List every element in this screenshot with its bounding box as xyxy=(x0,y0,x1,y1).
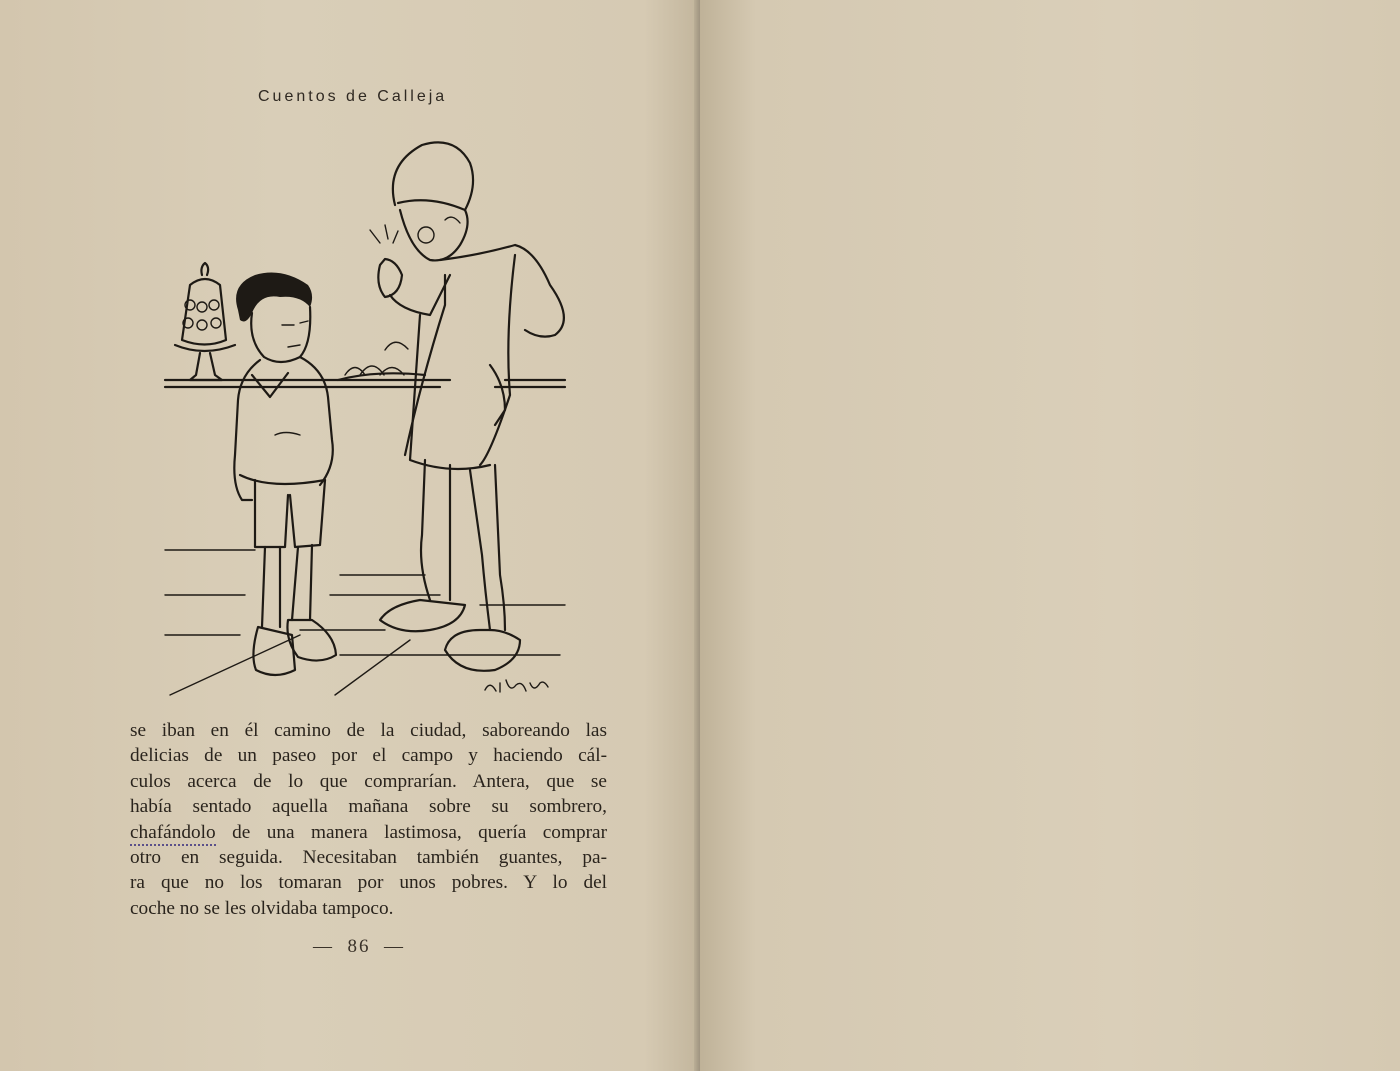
text-run: se iban en él camino de la ciudad, saboreando las xyxy=(130,720,607,741)
text-run: delicias de un paseo por el campo y haciendo cál- xyxy=(130,745,607,767)
pencil-underlined-word: chafándolo xyxy=(130,822,216,846)
illustration-boy-and-baker xyxy=(160,135,580,710)
left-running-head: Cuentos de Calleja xyxy=(258,88,448,105)
text-line xyxy=(130,769,607,794)
text-run: culos acerca de lo que comprarían. Antera, que se xyxy=(130,770,607,792)
text-run: había sentado aquella mañana sobre su sombrero, xyxy=(130,796,607,818)
text-line xyxy=(130,718,607,743)
text-line xyxy=(130,743,607,768)
right-page xyxy=(700,0,1400,1071)
text-run: otro en seguida. Necesitaban también guantes, pa- xyxy=(130,846,607,868)
text-line xyxy=(130,870,607,895)
text-run: coche no se les olvidaba tampoco. xyxy=(130,897,394,919)
illustration-drawing xyxy=(160,135,580,710)
text-run: ra que no los tomaran por unos pobres. Y lo del xyxy=(130,872,607,894)
text-run: de una manera lastimosa, quería comprar xyxy=(215,821,607,843)
text-line xyxy=(130,896,607,921)
text-line xyxy=(130,845,607,870)
text-line xyxy=(130,794,607,819)
left-body-text xyxy=(130,718,607,921)
left-page-number: — 86 — xyxy=(313,936,405,957)
text-line xyxy=(130,820,607,845)
